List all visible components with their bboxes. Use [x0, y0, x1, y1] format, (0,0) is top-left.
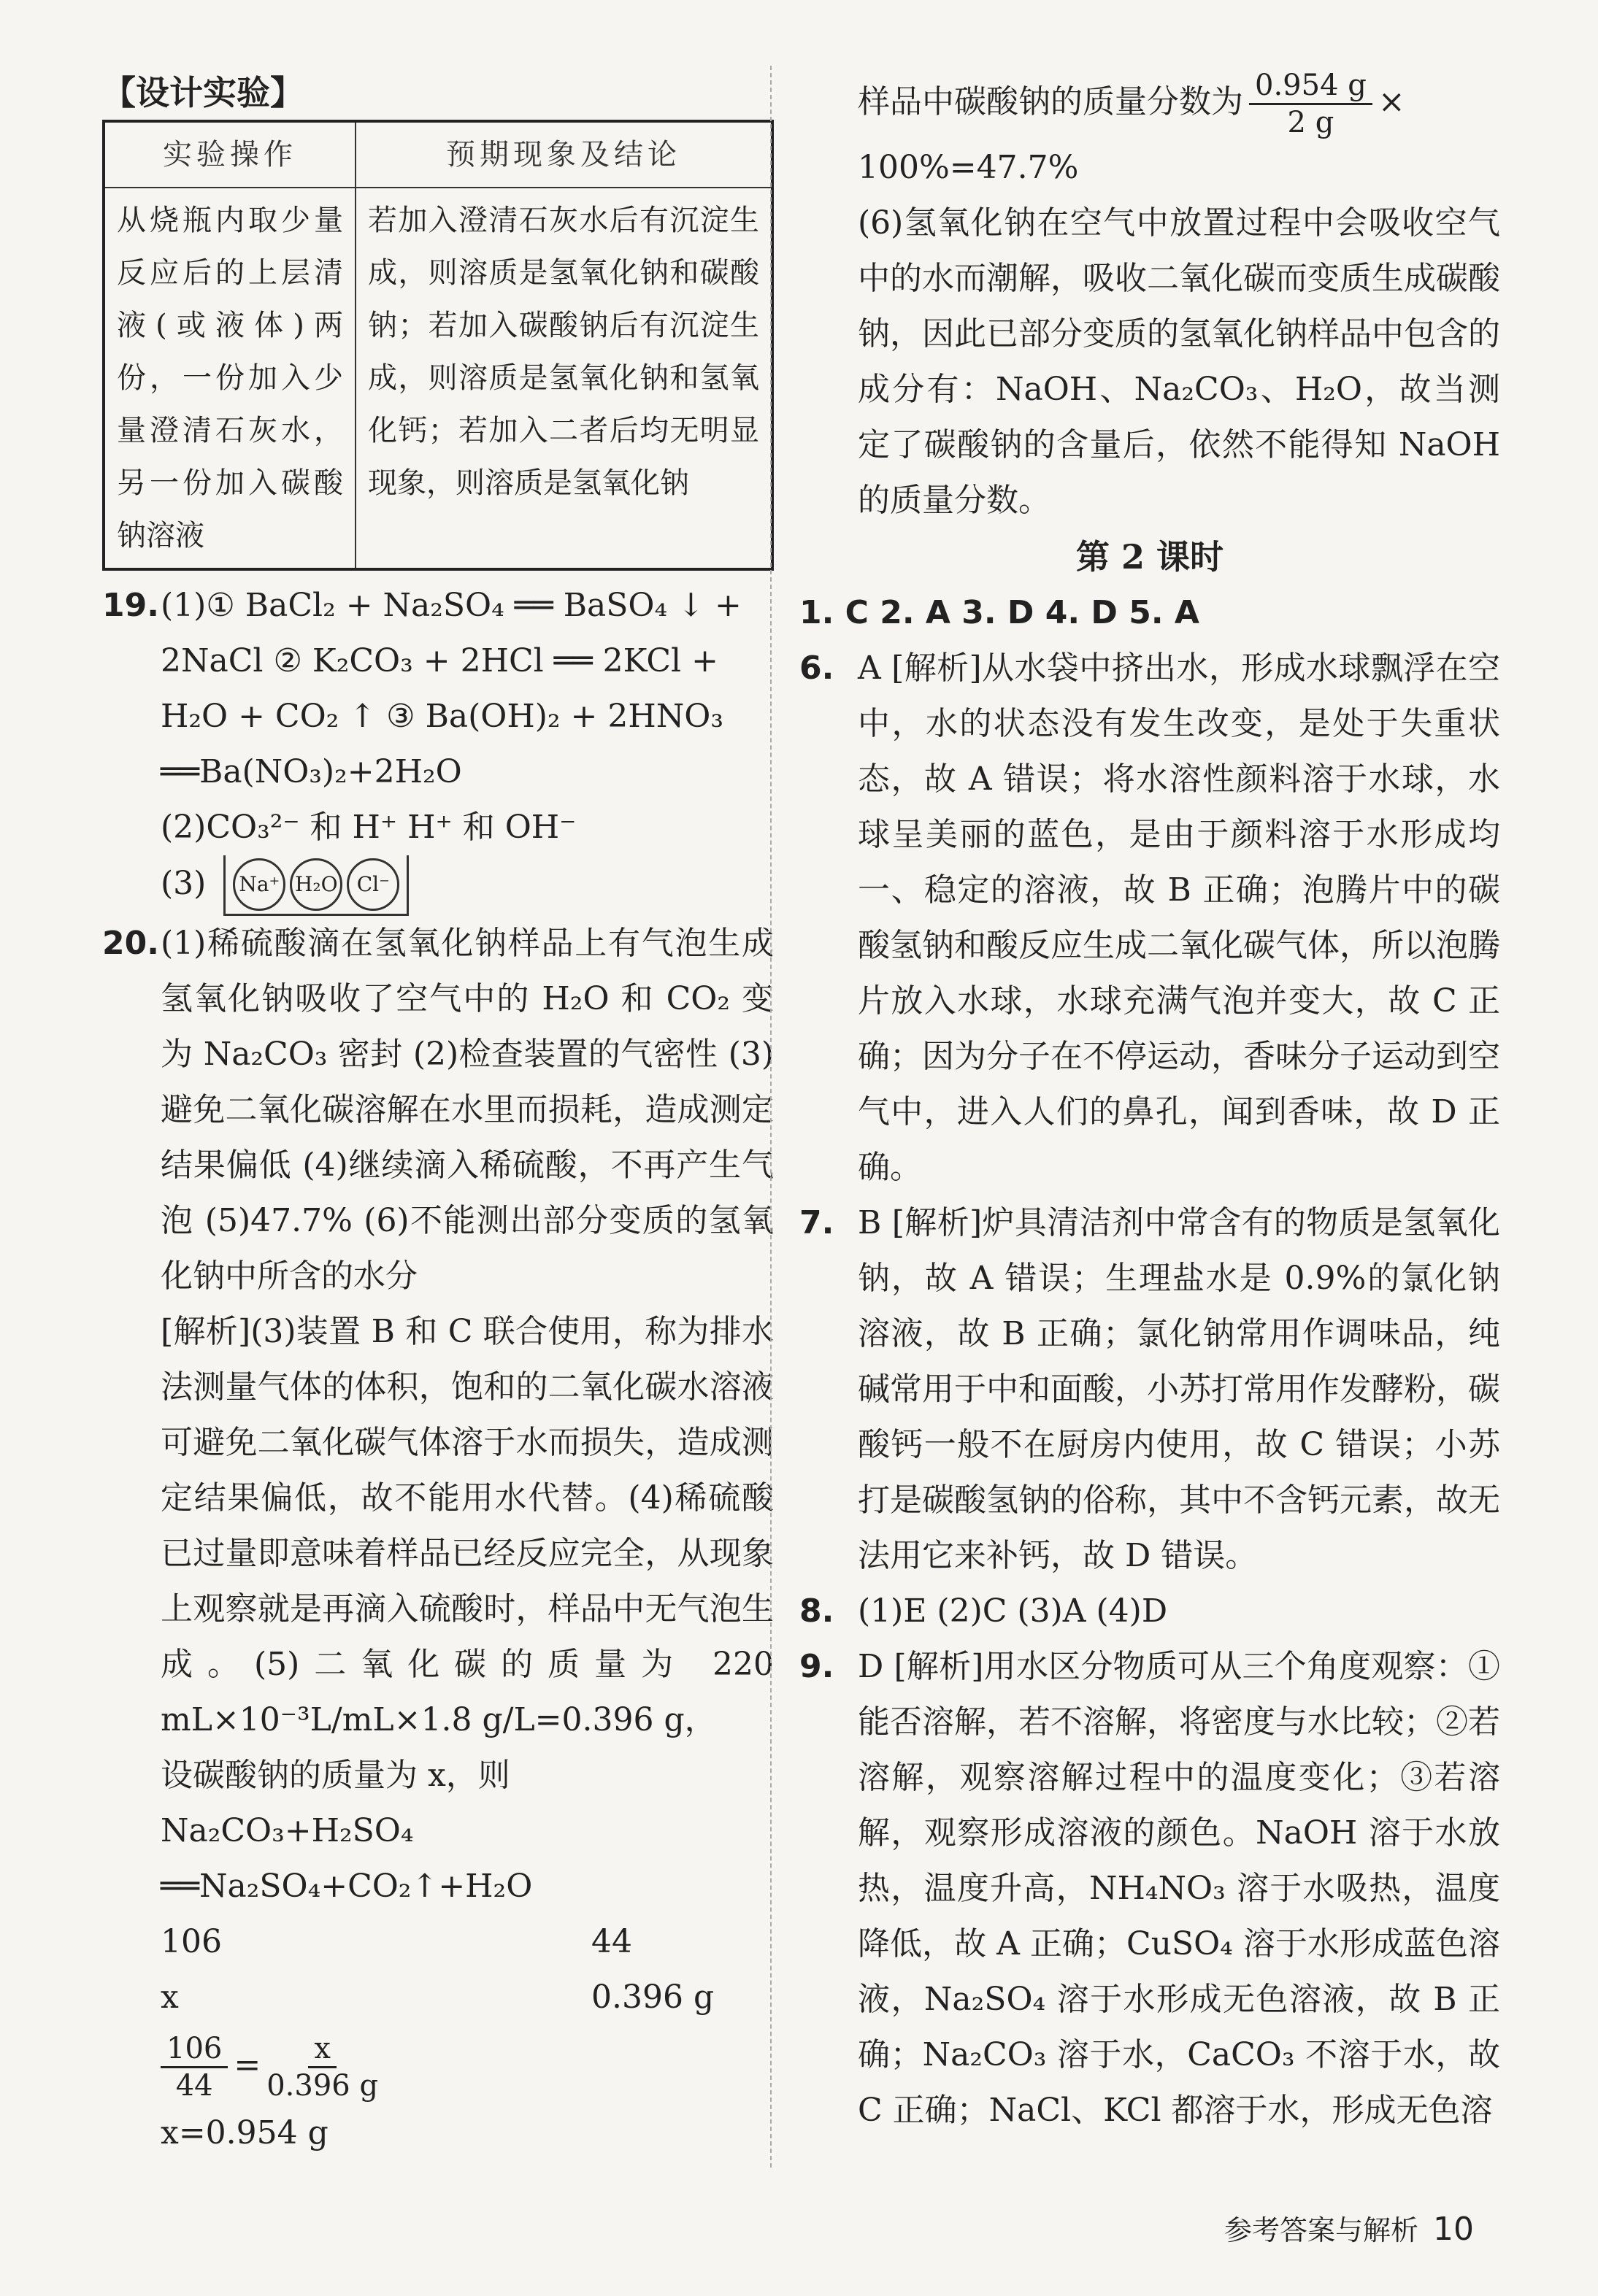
m-co2: 44 — [591, 1923, 632, 1960]
m-na2co3: 106 — [161, 1923, 222, 1960]
question-6 — [799, 641, 1500, 1195]
q7-text: B [解析]炉具清洁剂中常含有的物质是氢氧化钠，故 A 错误；生理盐水是 0.9%的氯化钠溶液，故 B 正确；氯化钠常用作调味品，纯碱常用于中和面酸，小苏打常用作发酵粉，碳酸钙一般不在厨房内使用，故 C 错误；小苏打是碳酸氢钠的俗称，其中不含钙元素，故无法用它来补钙，故 D 错误。 — [858, 1204, 1500, 1574]
q19-line-4: ══Ba(NO₃)₂+2H₂O — [161, 753, 462, 790]
mass-fraction-text: 样品中碳酸钠的质量分数为 — [858, 83, 1243, 120]
question-number: 20. — [102, 925, 159, 962]
q19-line-2: 2NaCl ② K₂CO₃ + 2HCl ══ 2KCl + — [161, 642, 718, 679]
analysis-tag: 解析 — [173, 1313, 239, 1350]
question-number: 19. — [102, 587, 159, 624]
question-number: 9. — [799, 1648, 834, 1685]
frac-b-den: 0.396 g — [266, 2069, 379, 2103]
ion-cl: Cl⁻ — [347, 858, 399, 911]
question-19 — [102, 578, 774, 916]
q9-text: D [解析]用水区分物质可从三个角度观察：①能否溶解，若不溶解，将密度与水比较；②若溶解，观察溶解过程中的温度变化；③若溶解，观察形成溶液的颜色。NaOH 溶于水放热，温度升高，NH₄NO₃ 溶于水吸热，温度降低，故 A 正确；CuSO₄ 溶于水形成蓝色溶液，Na₂SO₄ 溶于水形成无色溶液，故 B 正确；Na₂CO₃ 溶于水，CaCO₃ 不溶于水，故 C 正确；NaCl、KCl 都溶于水，形成无色溶 — [858, 1648, 1500, 2129]
analysis-text: (3)装置 B 和 C 联合使用，称为排水法测量气体的体积，饱和的二氧化碳水溶液可避免二氧化碳气体溶于水而损失，造成测定结果偏低，故不能用水代替。(4)稀硫酸已过量即意味着样品已经反应完全，从现象上观察就是再滴入硫酸时，样品中无气泡生成。(5)二氧化碳的质量为 220 mL×10⁻³L/mL×1.8 g/L=0.396 g， — [161, 1313, 774, 1738]
experiment-table — [102, 120, 774, 571]
question-20 — [102, 916, 774, 2161]
unknown-row — [161, 1970, 774, 2025]
page-footer — [1224, 2208, 1474, 2248]
column-divider — [770, 66, 772, 2168]
q19-line-3: H₂O + CO₂ ↑ ③ Ba(OH)₂ + 2HNO₃ — [161, 698, 723, 735]
answer-6-analysis: (6)氢氧化钠在空气中放置过程中会吸收空气中的水而潮解，吸收二氧化碳而变质生成碳酸钠，因此已部分变质的氢氧化钠样品中包含的成分有：NaOH、Na₂CO₃、H₂O，故当测定了碳酸钠的含量后，依然不能得知 NaOH 的质量分数。 — [858, 204, 1500, 519]
mass-frac-num: 0.954 g — [1249, 68, 1372, 105]
right-column — [799, 66, 1500, 2138]
q20-answer: (1)稀硫酸滴在氢氧化钠样品上有气泡生成 氢氧化钠吸收了空气中的 H₂O 和 CO₂ 变为 Na₂CO₃ 密封 (2)检查装置的气密性 (3)避免二氧化碳溶解在水里而损耗，造成测定结果偏低 (4)继续滴入稀硫酸，不再产生气泡 (5)47.7% (6)不能测出部分变质的氢氧化钠中所含的水分 — [161, 925, 774, 1295]
q19-part3-label: (3) — [161, 865, 207, 902]
table-cell-conclusion: 若加入澄清石灰水后有沉淀生成，则溶质是氢氧化钠和碳酸钠；若加入碳酸钠后有沉淀生成，则溶质是氢氧化钠和氢氧化钙；若加入二者后均无明显现象，则溶质是氢氧化钠 — [356, 188, 772, 569]
q6-text: A [解析]从水袋中挤出水，形成水球飘浮在空中，水的状态没有发生改变，是处于失重状态，故 A 错误；将水溶性颜料溶于水球，水球呈美丽的蓝色，是由于颜料溶于水形成均一、稳定的溶液，故 B 正确；泡腾片中的碳酸氢钠和酸反应生成二氧化碳气体，所以泡腾片放入水球，水球充满气泡并变大，故 C 正确；因为分子在不停运动，香味分子运动到空气中，进入人们的鼻孔，闻到香味，故 D 正确。 — [858, 650, 1500, 1186]
percent-line: 100%=47.7% — [858, 149, 1079, 186]
q20-result: x=0.954 g — [161, 2114, 329, 2151]
x-var: x — [161, 1979, 179, 2016]
frac-a-den: 44 — [175, 2069, 213, 2103]
beaker-diagram — [223, 855, 409, 916]
ion-na: Na⁺ — [233, 858, 285, 911]
ratio-equation — [161, 2025, 774, 2106]
mass-fraction-line — [799, 66, 1500, 140]
design-heading: 【设计实验】 — [102, 73, 304, 112]
q19-line-1: (1)① BaCl₂ + Na₂SO₄ ══ BaSO₄ ↓ + — [161, 587, 742, 624]
ion-h2o: H₂O — [290, 858, 342, 911]
left-column — [102, 66, 774, 2161]
q19-line-6 — [161, 855, 774, 916]
q8-text: (1)E (2)C (3)A (4)D — [858, 1592, 1168, 1630]
equals-sign: = — [234, 2046, 261, 2084]
mass-frac-den: 2 g — [1287, 106, 1334, 139]
q20-analysis: [解析](3)装置 B 和 C 联合使用，称为排水法测量气体的体积，饱和的二氧化碳水溶液可避免二氧化碳气体溶于水而损失，造成测定结果偏低，故不能用水代替。(4)稀硫酸已过量即意味着样品已经反应完全，从现象上观察就是再滴入硫酸时，样品中无气泡生成。(5)二氧化碳的质量为 220 mL×10⁻³L/mL×1.8 g/L=0.396 g， — [161, 1313, 774, 1738]
question-8 — [799, 1584, 1500, 1639]
q20-equation: Na₂CO₃+H₂SO₄ ══Na₂SO₄+CO₂↑+H₂O — [161, 1812, 533, 1905]
frac-a-num: 106 — [161, 2031, 228, 2068]
q19-line-5: (2)CO₃²⁻ 和 H⁺ H⁺ 和 OH⁻ — [161, 809, 577, 846]
lesson-title: 第 2 课时 — [1075, 537, 1224, 577]
q20-set-x: 设碳酸钠的质量为 x，则 — [161, 1757, 510, 1794]
question-number: 6. — [799, 650, 834, 687]
footer-label: 参考答案与解析 — [1224, 2214, 1418, 2246]
question-9 — [799, 1639, 1500, 2138]
molar-mass-row — [161, 1914, 774, 1970]
table-header-conclusion: 预期现象及结论 — [356, 121, 772, 188]
frac-b-num: x — [308, 2031, 337, 2068]
times-sign: × — [1378, 83, 1405, 120]
co2-mass: 0.396 g — [591, 1979, 715, 2016]
question-number: 7. — [799, 1204, 834, 1241]
table-cell-operation: 从烧瓶内取少量反应后的上层清液(或液体)两份，一份加入少量澄清石灰水，另一份加入碳酸钠溶液 — [104, 188, 356, 569]
page-number: 10 — [1433, 2211, 1474, 2248]
question-7 — [799, 1195, 1500, 1584]
table-header-operation: 实验操作 — [104, 121, 356, 188]
multiple-choice-answers: 1. C 2. A 3. D 4. D 5. A — [799, 594, 1199, 631]
question-number: 8. — [799, 1592, 834, 1630]
